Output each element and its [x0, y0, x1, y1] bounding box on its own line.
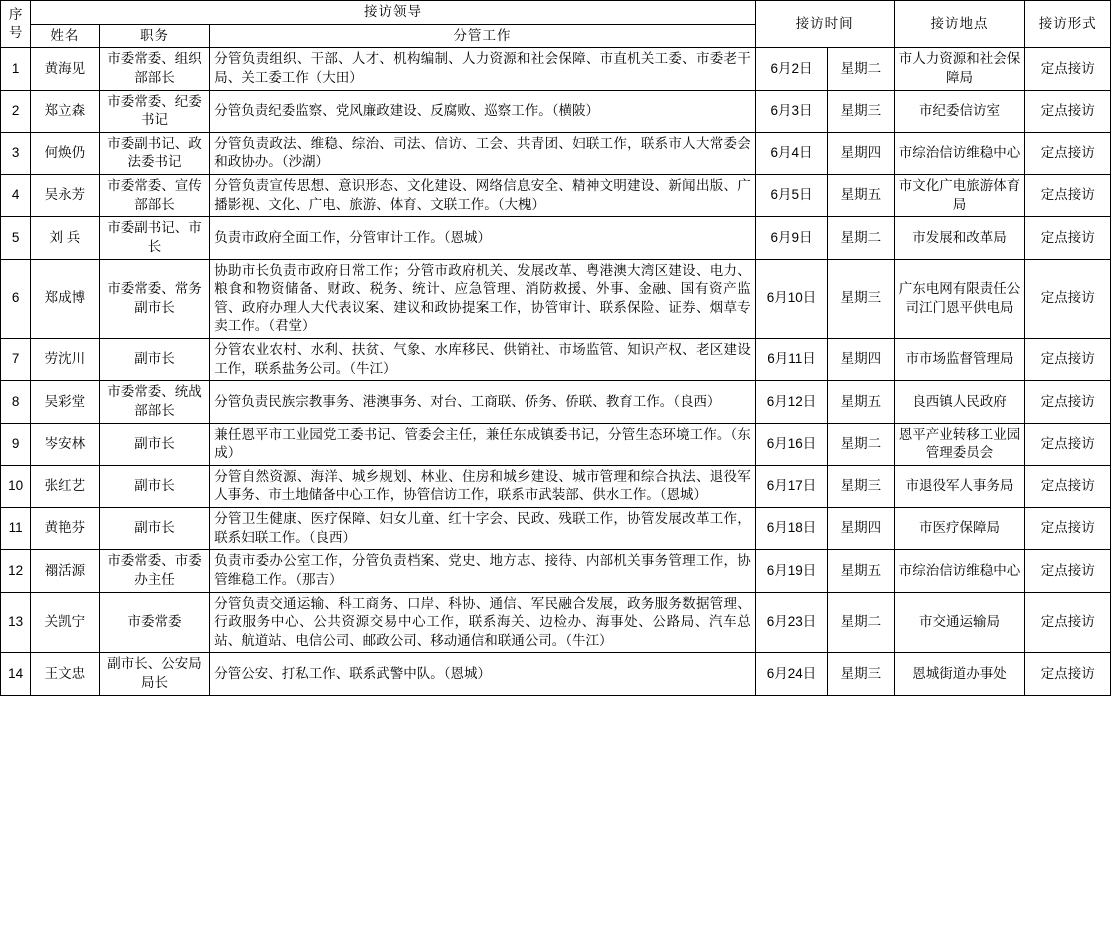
- header-duty-label: 分管工作: [453, 27, 512, 43]
- cell-form: [1025, 132, 1111, 174]
- cell-duty-text: 分管负责交通运输、科工商务、口岸、科协、通信、军民融合发展，政务服务数据管理、行政服务中心、公共资源交易中心工作，联系海关、边检办、海事处、公路局、汽车总站、航道站、电信公司、邮政公司、移动通信和联通公司。（牛江）: [214, 595, 751, 648]
- cell-position-text: 副市长: [134, 520, 175, 536]
- cell-place-text: 市市场监督管理局: [905, 351, 1014, 367]
- cell-duty-text: 分管负责宣传思想、意识形态、文化建设、网络信息安全、精神文明建设、新闻出版、广播影视、文化、广电、旅游、体育、文联工作。（大槐）: [214, 178, 751, 212]
- table-header: [1, 1, 1111, 48]
- cell-name: [31, 132, 99, 174]
- cell-index: [1, 423, 31, 465]
- cell-index-text: 7: [11, 351, 20, 367]
- cell-date: [755, 381, 827, 423]
- cell-weekday: [828, 653, 894, 695]
- cell-place-text: 广东电网有限责任公司江门恩平供电局: [898, 281, 1021, 315]
- cell-weekday: [828, 132, 894, 174]
- cell-duty: [210, 465, 755, 507]
- cell-form-text: 定点接访: [1040, 229, 1095, 245]
- cell-place-text: 市人力资源和社会保障局: [898, 51, 1021, 85]
- table-row: [1, 175, 1111, 217]
- cell-form-text: 定点接访: [1040, 435, 1095, 451]
- cell-index: [1, 550, 31, 592]
- header-position: [99, 24, 210, 48]
- cell-index-text: 9: [11, 435, 20, 451]
- cell-index-text: 6: [11, 290, 20, 306]
- cell-name: [31, 550, 99, 592]
- cell-weekday-text: 星期二: [840, 229, 882, 245]
- cell-name: [31, 48, 99, 90]
- cell-date: [755, 423, 827, 465]
- header-time-label: 接访时间: [795, 15, 854, 31]
- header-index: [1, 1, 31, 48]
- header-place: [894, 1, 1025, 48]
- cell-position-text: 副市长、公安局局长: [107, 656, 202, 690]
- cell-duty: [210, 217, 755, 259]
- header-leader-group: [31, 1, 756, 25]
- cell-date: [755, 175, 827, 217]
- cell-position-text: 市委常委、常务副市长: [107, 281, 202, 315]
- cell-index: [1, 132, 31, 174]
- cell-weekday-text: 星期四: [840, 145, 882, 161]
- cell-date-text: 6月4日: [770, 145, 813, 161]
- cell-weekday-text: 星期二: [840, 614, 882, 630]
- cell-index: [1, 465, 31, 507]
- cell-name: [31, 175, 99, 217]
- cell-duty-text: 负责市政府全面工作，分管审计工作。（恩城）: [214, 229, 492, 245]
- header-index-label: 序号: [8, 6, 23, 41]
- cell-name-text: 黄艳芬: [44, 520, 86, 536]
- cell-place-text: 良西镇人民政府: [912, 393, 1007, 409]
- cell-form-text: 定点接访: [1040, 145, 1095, 161]
- cell-place-text: 恩平产业转移工业园管理委员会: [898, 426, 1021, 461]
- header-form-label: 接访形式: [1038, 15, 1097, 31]
- cell-weekday-text: 星期二: [840, 60, 882, 76]
- cell-date-text: 6月17日: [766, 478, 817, 494]
- cell-place-text: 市发展和改革局: [912, 229, 1007, 245]
- cell-date: [755, 132, 827, 174]
- cell-name: [31, 592, 99, 653]
- cell-position: [99, 653, 210, 695]
- cell-date: [755, 90, 827, 132]
- cell-place: [894, 217, 1025, 259]
- cell-form-text: 定点接访: [1040, 562, 1095, 578]
- cell-weekday-text: 星期三: [840, 665, 882, 681]
- cell-date: [755, 48, 827, 90]
- cell-date: [755, 550, 827, 592]
- cell-position: [99, 465, 210, 507]
- cell-duty-text: 负责市委办公室工作，分管负责档案、党史、地方志、接待、内部机关事务管理工作，协管维稳工作。（那吉）: [214, 553, 751, 587]
- cell-duty: [210, 381, 755, 423]
- cell-duty-text: 兼任恩平市工业园党工委书记、管委会主任，兼任东成镇委书记，分管生态环境工作。（东成）: [214, 426, 751, 461]
- header-time: [755, 1, 894, 48]
- cell-position: [99, 592, 210, 653]
- cell-position: [99, 339, 210, 381]
- cell-place-text: 市医疗保障局: [919, 520, 1000, 536]
- cell-form: [1025, 653, 1111, 695]
- cell-duty: [210, 259, 755, 339]
- cell-position-text: 市委常委、宣传部部长: [107, 178, 202, 212]
- cell-place: [894, 339, 1025, 381]
- cell-position-text: 市委副书记、政法委书记: [107, 135, 202, 170]
- cell-duty-text: 分管农业农村、水利、扶贫、气象、水库移民、供销社、市场监管、知识产权、老区建设工作，联系盐务公司。（牛江）: [214, 342, 751, 376]
- cell-place: [894, 653, 1025, 695]
- cell-weekday-text: 星期三: [840, 478, 882, 494]
- cell-weekday: [828, 381, 894, 423]
- cell-name-text: 劳沈川: [44, 351, 86, 367]
- cell-form: [1025, 217, 1111, 259]
- cell-position: [99, 175, 210, 217]
- cell-place-text: 市交通运输局: [919, 614, 1000, 630]
- cell-form: [1025, 175, 1111, 217]
- cell-form: [1025, 381, 1111, 423]
- cell-position-text: 市委副书记、市长: [107, 220, 202, 254]
- cell-position: [99, 423, 210, 465]
- table-row: [1, 132, 1111, 174]
- cell-weekday: [828, 423, 894, 465]
- cell-date-text: 6月5日: [770, 187, 813, 203]
- cell-date-text: 6月9日: [770, 229, 813, 245]
- cell-form-text: 定点接访: [1040, 614, 1095, 630]
- cell-place-text: 市综治信访维稳中心: [898, 145, 1021, 161]
- cell-position: [99, 90, 210, 132]
- header-name: [31, 24, 99, 48]
- header-place-label: 接访地点: [930, 15, 989, 31]
- cell-weekday: [828, 465, 894, 507]
- cell-index-text: 10: [8, 478, 24, 494]
- cell-name: [31, 465, 99, 507]
- cell-date-text: 6月16日: [766, 435, 817, 451]
- cell-place: [894, 90, 1025, 132]
- cell-weekday: [828, 48, 894, 90]
- cell-index: [1, 653, 31, 695]
- cell-index-text: 12: [8, 562, 24, 578]
- cell-place-text: 市纪委信访室: [919, 102, 1000, 118]
- table-row: [1, 90, 1111, 132]
- cell-name-text: 黄海见: [44, 60, 86, 76]
- cell-weekday-text: 星期五: [840, 393, 882, 409]
- table-row: [1, 48, 1111, 90]
- cell-duty-text: 分管公安、打私工作、联系武警中队。（恩城）: [214, 665, 492, 681]
- cell-form-text: 定点接访: [1040, 351, 1095, 367]
- table-row: [1, 339, 1111, 381]
- cell-name: [31, 653, 99, 695]
- cell-name-text: 岑安林: [44, 435, 86, 451]
- cell-place: [894, 132, 1025, 174]
- cell-form: [1025, 48, 1111, 90]
- cell-date: [755, 217, 827, 259]
- cell-form-text: 定点接访: [1040, 102, 1095, 118]
- cell-name: [31, 217, 99, 259]
- cell-form-text: 定点接访: [1040, 478, 1095, 494]
- header-form: [1025, 1, 1111, 48]
- header-name-label: 姓名: [50, 27, 80, 43]
- cell-name-text: 何焕仍: [44, 145, 86, 161]
- cell-date: [755, 259, 827, 339]
- table-row: [1, 381, 1111, 423]
- cell-date-text: 6月12日: [766, 393, 817, 409]
- cell-position: [99, 259, 210, 339]
- cell-position-text: 市委常委、纪委书记: [107, 93, 202, 128]
- cell-form: [1025, 339, 1111, 381]
- cell-place: [894, 550, 1025, 592]
- table-row: [1, 423, 1111, 465]
- cell-date: [755, 465, 827, 507]
- cell-name-text: 王文忠: [44, 665, 86, 681]
- cell-duty: [210, 653, 755, 695]
- cell-position: [99, 48, 210, 90]
- cell-name-text: 刘 兵: [49, 229, 81, 245]
- cell-position: [99, 381, 210, 423]
- cell-weekday-text: 星期四: [840, 520, 882, 536]
- table-row: [1, 259, 1111, 339]
- cell-index-text: 1: [11, 60, 20, 76]
- table-row: [1, 653, 1111, 695]
- cell-duty-text: 协助市长负责市政府日常工作；分管市政府机关、发展改革、粤港澳大湾区建设、电力、粮食和物资储备、财政、税务、统计、应急管理、消防救援、外事、金融、国有资产监管、政府办理人大代表议案、建议和政协提案工作，协管审计、联系保险、证券、烟草专卖工作。（君堂）: [214, 262, 751, 334]
- cell-index-text: 14: [8, 665, 24, 681]
- cell-index: [1, 592, 31, 653]
- cell-duty-text: 分管卫生健康、医疗保障、妇女儿童、红十字会、民政、残联工作，协管发展改革工作，联系妇联工作。（良西）: [214, 511, 751, 545]
- cell-weekday: [828, 217, 894, 259]
- cell-weekday-text: 星期三: [840, 102, 882, 118]
- cell-form-text: 定点接访: [1040, 60, 1095, 76]
- cell-date: [755, 339, 827, 381]
- cell-weekday: [828, 90, 894, 132]
- cell-duty: [210, 48, 755, 90]
- cell-date-text: 6月3日: [770, 102, 813, 118]
- cell-place: [894, 175, 1025, 217]
- cell-duty-text: 分管负责政法、维稳、综治、司法、信访、工会、共青团、妇联工作，联系市人大常委会和政协办。（沙湖）: [214, 135, 751, 170]
- cell-duty-text: 分管自然资源、海洋、城乡规划、林业、住房和城乡建设、城市管理和综合执法、退役军人事务、市土地储备中心工作，协管信访工作，联系市武装部、供水工作。（恩城）: [214, 468, 751, 503]
- cell-weekday-text: 星期四: [840, 351, 882, 367]
- cell-place-text: 市文化广电旅游体育局: [898, 178, 1021, 212]
- cell-index: [1, 175, 31, 217]
- cell-place-text: 市退役军人事务局: [905, 478, 1014, 494]
- cell-name-text: 吴彩堂: [44, 393, 86, 409]
- cell-place: [894, 423, 1025, 465]
- cell-weekday-text: 星期二: [840, 435, 882, 451]
- table-row: [1, 550, 1111, 592]
- table-row: [1, 217, 1111, 259]
- cell-index: [1, 90, 31, 132]
- cell-date-text: 6月11日: [767, 351, 816, 367]
- cell-name: [31, 423, 99, 465]
- cell-index: [1, 259, 31, 339]
- table-row: [1, 508, 1111, 550]
- cell-form: [1025, 550, 1111, 592]
- cell-name-text: 吴永芳: [44, 187, 86, 203]
- cell-index: [1, 381, 31, 423]
- cell-date: [755, 508, 827, 550]
- cell-form: [1025, 90, 1111, 132]
- cell-place: [894, 381, 1025, 423]
- cell-weekday: [828, 175, 894, 217]
- cell-duty: [210, 508, 755, 550]
- cell-name-text: 关凯宁: [44, 614, 86, 630]
- cell-name-text: 张红艺: [44, 478, 86, 494]
- cell-date-text: 6月24日: [766, 665, 817, 681]
- cell-index-text: 8: [11, 393, 20, 409]
- cell-duty: [210, 90, 755, 132]
- cell-duty: [210, 423, 755, 465]
- cell-position-text: 副市长: [134, 435, 175, 451]
- cell-date: [755, 592, 827, 653]
- cell-index: [1, 339, 31, 381]
- cell-duty: [210, 550, 755, 592]
- header-leader-group-label: 接访领导: [363, 4, 422, 19]
- cell-form: [1025, 465, 1111, 507]
- cell-date-text: 6月23日: [766, 614, 817, 630]
- cell-name-text: 禤活源: [44, 562, 86, 578]
- cell-weekday: [828, 259, 894, 339]
- table-row: [1, 465, 1111, 507]
- cell-duty-text: 分管负责组织、干部、人才、机构编制、人力资源和社会保障、市直机关工委、市委老干局、关工委工作（大田）: [214, 51, 751, 85]
- cell-position-text: 副市长: [134, 478, 175, 494]
- cell-duty: [210, 339, 755, 381]
- cell-date: [755, 653, 827, 695]
- cell-position-text: 副市长: [134, 351, 175, 367]
- cell-place: [894, 465, 1025, 507]
- cell-date-text: 6月10日: [766, 290, 817, 306]
- cell-index: [1, 508, 31, 550]
- cell-index-text: 4: [11, 187, 20, 203]
- cell-position: [99, 508, 210, 550]
- header-duty: [210, 24, 755, 48]
- cell-date-text: 6月2日: [770, 60, 813, 76]
- cell-duty: [210, 132, 755, 174]
- cell-index-text: 13: [8, 614, 24, 630]
- cell-position-text: 市委常委、市委办主任: [107, 553, 202, 587]
- cell-index-text: 2: [11, 102, 20, 118]
- cell-index: [1, 217, 31, 259]
- cell-duty-text: 分管负责民族宗教事务、港澳事务、对台、工商联、侨务、侨联、教育工作。（良西）: [214, 393, 721, 409]
- cell-place: [894, 259, 1025, 339]
- cell-index-text: 3: [11, 145, 20, 161]
- cell-position: [99, 217, 210, 259]
- cell-name: [31, 90, 99, 132]
- cell-date-text: 6月18日: [766, 520, 817, 536]
- cell-weekday: [828, 550, 894, 592]
- cell-form-text: 定点接访: [1040, 520, 1095, 536]
- cell-weekday: [828, 592, 894, 653]
- header-row-top: [1, 1, 1111, 25]
- cell-form-text: 定点接访: [1040, 290, 1095, 306]
- cell-place: [894, 592, 1025, 653]
- cell-duty: [210, 592, 755, 653]
- cell-form: [1025, 508, 1111, 550]
- cell-weekday-text: 星期五: [840, 187, 882, 203]
- cell-place: [894, 508, 1025, 550]
- cell-place-text: 恩城街道办事处: [912, 665, 1007, 681]
- cell-position: [99, 550, 210, 592]
- header-position-label: 职务: [139, 27, 169, 43]
- cell-weekday-text: 星期五: [840, 562, 882, 578]
- cell-date-text: 6月19日: [766, 562, 817, 578]
- table-body: [1, 48, 1111, 695]
- cell-position-text: 市委常委: [127, 614, 182, 630]
- cell-index: [1, 48, 31, 90]
- cell-name-text: 郑立森: [44, 102, 86, 118]
- cell-place: [894, 48, 1025, 90]
- cell-name: [31, 339, 99, 381]
- cell-weekday: [828, 508, 894, 550]
- cell-name: [31, 259, 99, 339]
- cell-index-text: 5: [11, 229, 20, 245]
- cell-form-text: 定点接访: [1040, 393, 1095, 409]
- table-row: [1, 592, 1111, 653]
- cell-form: [1025, 592, 1111, 653]
- cell-position-text: 市委常委、统战部部长: [107, 384, 202, 418]
- cell-duty: [210, 175, 755, 217]
- cell-form: [1025, 423, 1111, 465]
- cell-form-text: 定点接访: [1040, 187, 1095, 203]
- cell-weekday: [828, 339, 894, 381]
- cell-name: [31, 381, 99, 423]
- cell-form-text: 定点接访: [1040, 665, 1095, 681]
- cell-position: [99, 132, 210, 174]
- cell-name: [31, 508, 99, 550]
- cell-position-text: 市委常委、组织部部长: [107, 51, 202, 85]
- cell-name-text: 郑成博: [44, 290, 86, 306]
- cell-duty-text: 分管负责纪委监察、党风廉政建设、反腐败、巡察工作。（横陂）: [214, 102, 600, 118]
- cell-weekday-text: 星期三: [840, 290, 882, 306]
- cell-index-text: 11: [8, 520, 23, 536]
- cell-form: [1025, 259, 1111, 339]
- cell-place-text: 市综治信访维稳中心: [898, 562, 1021, 578]
